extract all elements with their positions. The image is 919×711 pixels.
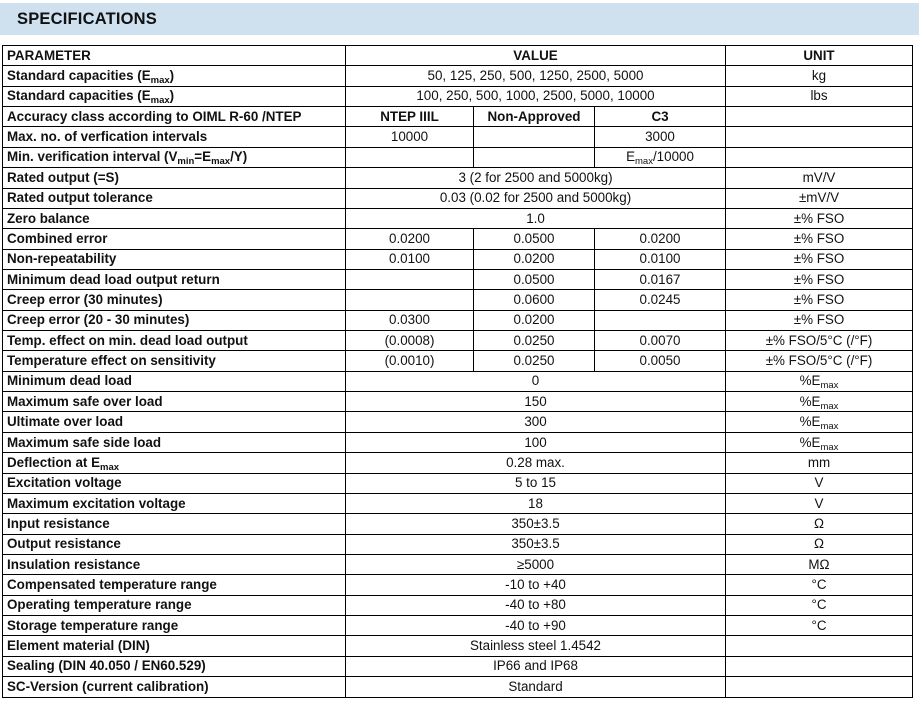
subscript-text: max [150,95,170,107]
unit-cell [726,636,913,656]
unit-cell [726,351,913,371]
value-cell: (0.0010) [346,351,474,371]
table-row [3,249,913,269]
cell-text: mV/V [802,169,836,185]
value-cell: 0.0500 [474,269,595,289]
value-cell: 100, 250, 500, 1000, 2500, 5000, 10000 [346,86,726,106]
cell-text: Combined error [7,230,108,246]
table-row [3,554,913,574]
cell-text: Creep error (30 minutes) [7,291,163,307]
value-cell: ≥5000 [346,554,726,574]
cell-text: Element material (DIN) [7,638,150,654]
cell-text: Ultimate over load [7,414,124,430]
unit-cell [726,616,913,636]
value-cell: 0.0250 [474,331,595,351]
cell-text: Output resistance [7,536,121,552]
value-cell: 0.0200 [474,249,595,269]
value-cell: -10 to +40 [346,575,726,595]
cell-text: lbs [810,88,828,104]
cell-text: Maximum safe side load [7,434,162,450]
value-cell: (0.0008) [346,331,474,351]
parameter-cell [3,107,346,127]
value-cell: 18 [346,493,726,513]
unit-cell [726,412,913,432]
parameter-cell [3,351,346,371]
parameter-cell [3,127,346,147]
cell-text: °C [811,617,827,633]
cell-text: Temp. effect on min. dead load output [7,332,248,348]
table-row [3,147,913,167]
cell-text: mm [807,454,831,470]
cell-text: ) [169,68,175,84]
cell-text: ±% FSO [793,251,845,267]
table-row [3,208,913,228]
value-cell: 1.0 [346,208,726,228]
value-cell: 0.0100 [346,249,474,269]
value-cell: 0.0167 [595,269,726,289]
parameter-cell [3,229,346,249]
cell-text: Maximum safe over load [7,393,163,409]
value-cell [474,147,595,167]
table-row [3,575,913,595]
cell-text: Minimum dead load output return [7,271,220,287]
cell-text: Deflection at E [7,454,101,470]
cell-text: Ω [813,536,824,552]
cell-text: Min. verification interval (V [7,149,178,165]
cell-text: °C [811,577,827,593]
value-cell: Standard [346,677,726,697]
table-row [3,595,913,615]
value-cell: 350±3.5 [346,514,726,534]
unit-cell [726,392,913,412]
table-row [3,432,913,452]
parameter-cell [3,168,346,188]
parameter-cell [3,432,346,452]
value-cell: -40 to +80 [346,595,726,615]
unit-cell [726,188,913,208]
value-cell [474,127,595,147]
parameter-cell [3,331,346,351]
value-cell: 0.0245 [595,290,726,310]
cell-text: %E [799,373,821,389]
cell-text: Accuracy class according to OIML R-60 /NTEP [7,108,302,124]
unit-cell [726,534,913,554]
cell-text: ±% FSO [793,312,845,328]
cell-text: Max. no. of verfication intervals [7,129,208,145]
unit-cell [726,554,913,574]
cell-text: Creep error (20 - 30 minutes) [7,312,190,328]
parameter-cell [3,677,346,697]
parameter-cell [3,66,346,86]
unit-cell [726,66,913,86]
value-cell: 0.0500 [474,229,595,249]
cell-text: %E [799,393,821,409]
cell-text: Operating temperature range [7,597,192,613]
cell-text: ±% FSO [793,230,845,246]
cell-text: Rated output tolerance [7,190,153,206]
table-row [3,86,913,106]
value-cell: 3 (2 for 2500 and 5000kg) [346,168,726,188]
value-cell: 0.0200 [474,310,595,330]
cell-text: °C [811,597,827,613]
cell-text: Compensated temperature range [7,577,217,593]
unit-cell [726,656,913,676]
cell-text: ±% FSO [793,210,845,226]
value-cell: 150 [346,392,726,412]
value-cell: IP66 and IP68 [346,656,726,676]
parameter-cell [3,86,346,106]
value-cell: 0 [346,371,726,391]
unit-cell [726,269,913,289]
value-cell [346,290,474,310]
table-row [3,656,913,676]
column-header-unit: UNIT [726,46,913,66]
cell-text: Maximum excitation voltage [7,495,186,511]
table-row [3,107,913,127]
cell-text: /Y) [230,149,248,165]
value-cell: 0.28 max. [346,453,726,473]
table-header-row [3,46,913,66]
cell-text: =E [194,149,212,165]
class-header-cell: C3 [595,107,726,127]
parameter-cell [3,371,346,391]
parameter-cell [3,534,346,554]
value-cell [595,147,726,167]
parameter-cell [3,575,346,595]
value-cell: 0.0100 [595,249,726,269]
column-header-value: VALUE [346,46,726,66]
cell-text: ±mV/V [798,190,840,206]
parameter-cell [3,249,346,269]
unit-cell [726,514,913,534]
cell-text: kg [811,68,827,84]
value-cell: 0.0600 [474,290,595,310]
class-header-cell: Non-Approved [474,107,595,127]
table-row [3,331,913,351]
parameter-cell [3,412,346,432]
table-row [3,636,913,656]
column-header-parameter: PARAMETER [3,46,346,66]
parameter-cell [3,656,346,676]
unit-cell [726,229,913,249]
cell-text: ±% FSO [793,271,845,287]
unit-cell [726,493,913,513]
unit-cell [726,290,913,310]
cell-text: ±% FSO/5°C (/°F) [765,353,873,369]
parameter-cell [3,188,346,208]
value-cell: 0.0200 [346,229,474,249]
unit-cell [726,677,913,697]
subscript-text: max [820,380,839,392]
cell-text: Storage temperature range [7,617,179,633]
table-row [3,269,913,289]
table-row [3,473,913,493]
parameter-cell [3,493,346,513]
cell-text: Minimum dead load [7,373,132,389]
value-cell: 350±3.5 [346,534,726,554]
subscript-text: max [820,400,839,412]
value-cell: 50, 125, 250, 500, 1250, 2500, 5000 [346,66,726,86]
unit-cell [726,310,913,330]
cell-text: Input resistance [7,515,110,531]
cell-text: Temperature effect on sensitivity [7,353,216,369]
parameter-cell [3,636,346,656]
unit-cell [726,331,913,351]
parameter-cell [3,554,346,574]
cell-text: Excitation voltage [7,475,122,491]
cell-text: Non-repeatability [7,251,117,267]
cell-text: %E [799,434,821,450]
unit-cell [726,575,913,595]
parameter-cell [3,310,346,330]
cell-text: ) [169,88,175,104]
unit-cell [726,107,913,127]
table-row [3,127,913,147]
page-title: SPECIFICATIONS [17,10,158,28]
value-cell [346,147,474,167]
specifications-table [2,45,913,698]
table-row [3,392,913,412]
table-row [3,453,913,473]
table-row [3,493,913,513]
parameter-cell [3,290,346,310]
cell-text: ±% FSO/5°C (/°F) [765,332,873,348]
value-cell [346,269,474,289]
unit-cell [726,249,913,269]
value-cell: 5 to 15 [346,473,726,493]
value-cell: 3000 [595,127,726,147]
table-row [3,351,913,371]
table-row [3,534,913,554]
value-cell: -40 to +90 [346,616,726,636]
table-row [3,229,913,249]
cell-text: Rated output (=S) [7,169,119,185]
table-row [3,412,913,432]
unit-cell [726,595,913,615]
cell-text: Standard capacities (E [7,88,151,104]
table-row [3,616,913,636]
subscript-text: max [100,461,120,473]
unit-cell [726,208,913,228]
cell-text: Insulation resistance [7,556,141,572]
parameter-cell [3,616,346,636]
cell-text: E [626,149,635,165]
unit-cell [726,86,913,106]
value-cell: 300 [346,412,726,432]
parameter-cell [3,453,346,473]
cell-text: Zero balance [7,210,90,226]
cell-text: V [814,495,824,511]
cell-text: Sealing (DIN 40.050 / EN60.529) [7,658,206,674]
value-cell: Stainless steel 1.4542 [346,636,726,656]
table-row [3,168,913,188]
value-cell: 0.0050 [595,351,726,371]
class-header-cell: NTEP IIIL [346,107,474,127]
table-row [3,310,913,330]
cell-text: %E [799,414,821,430]
subscript-text: max [820,421,839,433]
value-cell: 0.0300 [346,310,474,330]
subscript-text: min [177,156,195,168]
value-cell [595,310,726,330]
table-row [3,188,913,208]
subscript-text: max [150,75,170,87]
unit-cell [726,432,913,452]
table-row [3,371,913,391]
parameter-cell [3,269,346,289]
value-cell: 10000 [346,127,474,147]
subscript-text: max [635,156,653,168]
table-row [3,677,913,697]
value-cell: 0.03 (0.02 for 2500 and 5000kg) [346,188,726,208]
table-row [3,290,913,310]
parameter-cell [3,147,346,167]
cell-text: Ω [813,515,824,531]
value-cell: 100 [346,432,726,452]
cell-text: Standard capacities (E [7,68,151,84]
unit-cell [726,473,913,493]
parameter-cell [3,473,346,493]
cell-text: /10000 [652,149,694,165]
subscript-text: max [820,441,839,453]
value-cell: 0.0200 [595,229,726,249]
unit-cell [726,127,913,147]
unit-cell [726,147,913,167]
title-banner [0,3,919,35]
cell-text: SC-Version (current calibration) [7,678,209,694]
cell-text: V [814,475,824,491]
parameter-cell [3,392,346,412]
cell-text: MΩ [808,556,830,572]
unit-cell [726,168,913,188]
value-cell: 0.0070 [595,331,726,351]
unit-cell [726,453,913,473]
value-cell: 0.0250 [474,351,595,371]
table-row [3,66,913,86]
cell-text: ±% FSO [793,291,845,307]
unit-cell [726,371,913,391]
parameter-cell [3,208,346,228]
parameter-cell [3,595,346,615]
parameter-cell [3,514,346,534]
table-row [3,514,913,534]
subscript-text: max [211,156,231,168]
